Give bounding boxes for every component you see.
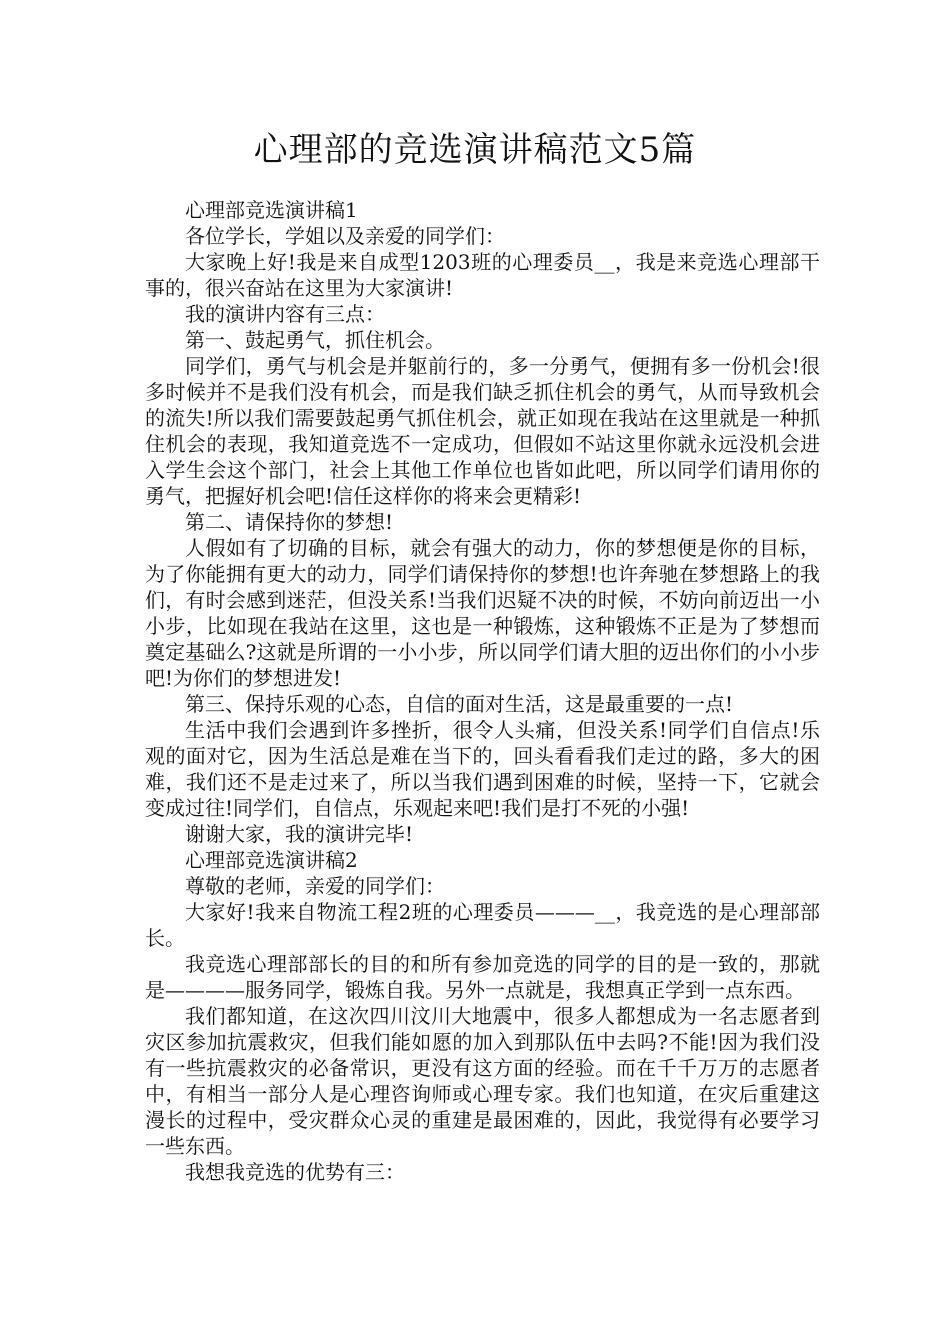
paragraph: 我竞选心理部部长的目的和所有参加竞选的同学的目的是一致的，那就是————服务同学，锻炼自我。另外一点就是，我想真正学到一点东西。 — [145, 952, 820, 1002]
paragraph: 各位学长，学姐以及亲爱的同学们： — [185, 224, 505, 248]
point-heading: 第三、保持乐观的心态，自信的面对生活，这是最重要的一点! — [185, 692, 734, 716]
document-title: 心理部的竞选演讲稿范文5篇 — [253, 130, 697, 170]
paragraph: 大家晚上好!我是来自成型1203班的心理委员__，我是来竞选心理部干事的，很兴奋站在这里为大家演讲! — [145, 250, 820, 300]
paragraph: 生活中我们会遇到许多挫折，很令人头痛，但没关系!同学们自信点!乐观的面对它，因为生活总是难在当下的，回头看看我们走过的路，多大的困难，我们还不是走过来了，所以当我们遇到困难的时候，坚持一下，它就会变成过往!同学们，自信点，乐观起来吧!我们是打不死的小强! — [145, 718, 820, 820]
paragraph: 人假如有了切确的目标，就会有强大的动力，你的梦想便是你的目标，为了你能拥有更大的动力，同学们请保持你的梦想!也许奔驰在梦想路上的我们，有时会感到迷茫，但没关系!当我们迟疑不决的时候，不妨向前迈出一小小步，比如现在我站在这里，这也是一种锻炼，这种锻炼不正是为了梦想而奠定基础么?这就是所谓的一小小步，所以同学们请大胆的迈出你们的小小步吧!为你们的梦想进发! — [145, 536, 820, 690]
paragraph: 尊敬的老师，亲爱的同学们： — [185, 874, 445, 898]
paragraph: 谢谢大家，我的演讲完毕! — [185, 822, 414, 846]
section-heading: 心理部竞选演讲稿1 — [185, 198, 358, 222]
paragraph: 我想我竞选的优势有三： — [185, 1160, 405, 1184]
point-heading: 第二、请保持你的梦想! — [185, 510, 394, 534]
point-heading: 第一、鼓起勇气，抓住机会。 — [185, 328, 445, 352]
paragraph: 大家好!我来自物流工程2班的心理委员———__，我竞选的是心理部部长。 — [145, 900, 820, 950]
section-heading: 心理部竞选演讲稿2 — [185, 848, 358, 872]
document-body — [145, 197, 820, 1185]
paragraph: 同学们，勇气与机会是并躯前行的，多一分勇气，便拥有多一份机会!很多时候并不是我们没有机会，而是我们缺乏抓住机会的勇气，从而导致机会的流失!所以我们需要鼓起勇气抓住机会，就正如现在我站在这里就是一种抓住机会的表现，我知道竞选不一定成功，但假如不站这里你就永远没机会进入学生会这个部门，社会上其他工作单位也皆如此吧，所以同学们请用你的勇气，把握好机会吧!信任这样你的将来会更精彩! — [145, 354, 820, 508]
paragraph: 我们都知道，在这次四川汶川大地震中，很多人都想成为一名志愿者到灾区参加抗震救灾，但我们能如愿的加入到那队伍中去吗?不能!因为我们没有一些抗震救灾的必备常识，更没有这方面的经验。而在千千万万的志愿者中，有相当一部分人是心理咨询师或心理专家。我们也知道，在灾后重建这漫长的过程中，受灾群众心灵的重建是最困难的，因此，我觉得有必要学习一些东西。 — [145, 1004, 820, 1158]
paragraph: 我的演讲内容有三点： — [185, 302, 385, 326]
